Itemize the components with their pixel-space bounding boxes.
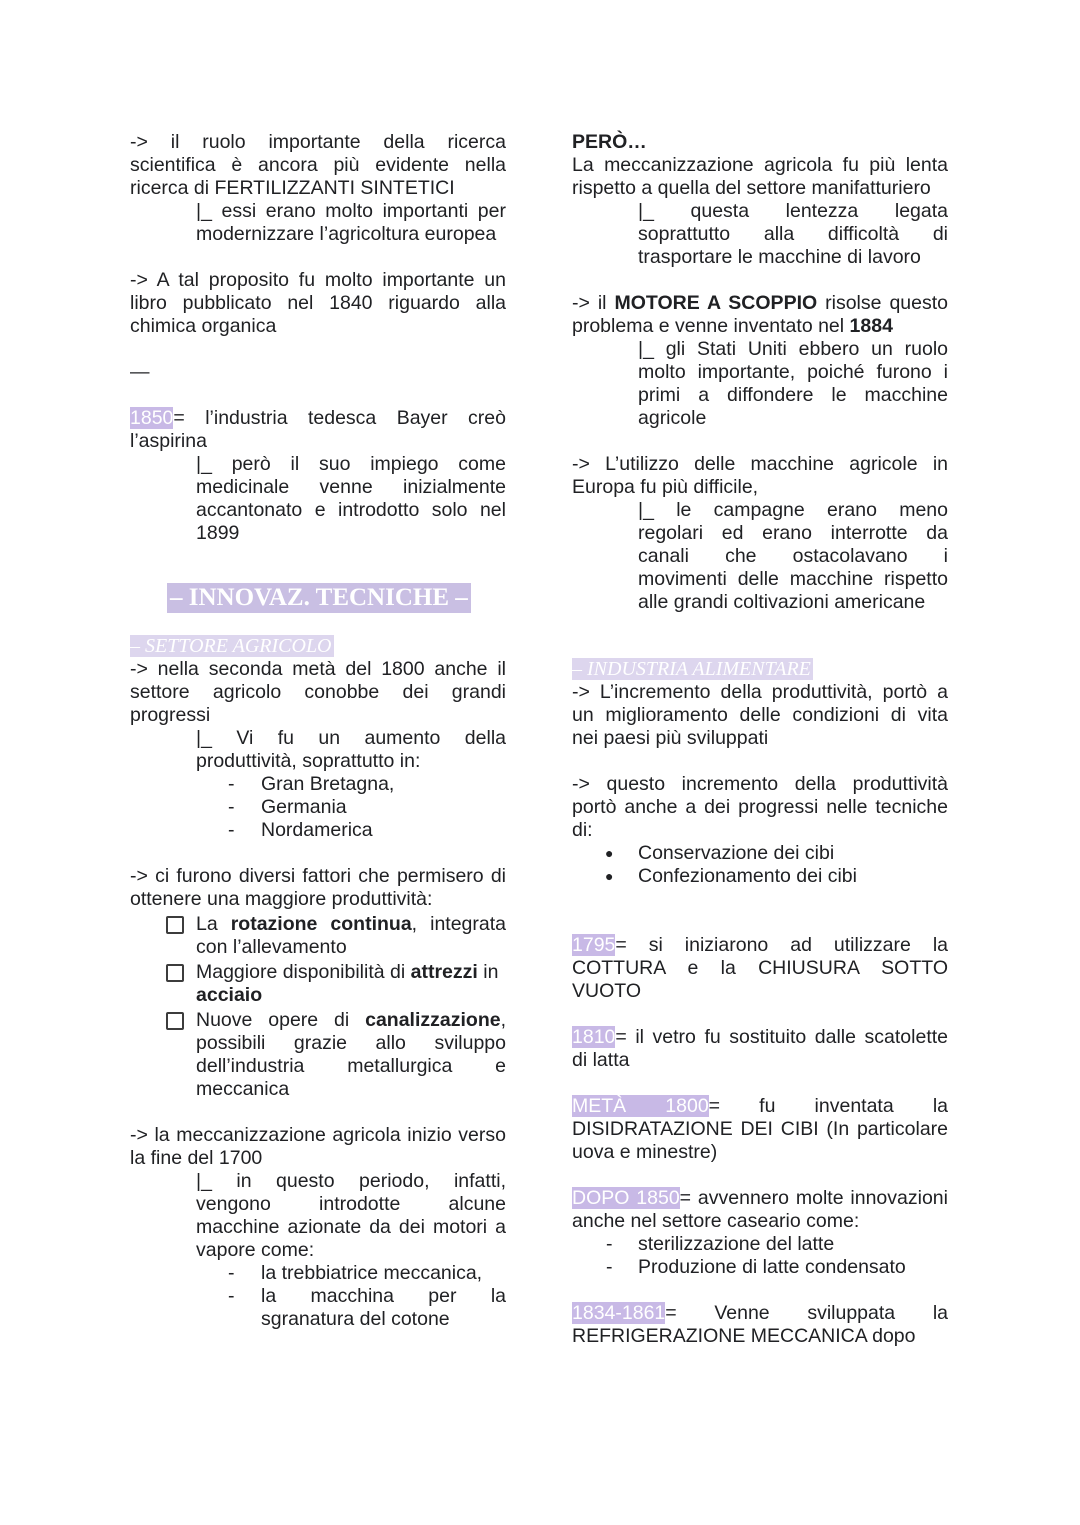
- checklist-item: Nuove opere di canalizzazione, possibili grazie allo sviluppo dell’industria metallurgica e meccanica: [130, 1009, 506, 1101]
- right-column: [572, 131, 948, 1348]
- timeline-after-1850: DOPO 1850= avvennero molte innovazioni anche nel settore caseario come:: [572, 1187, 948, 1232]
- fertilizer-paragraph: -> il ruolo importante della ricerca scientifica è ancora più evidente nella ricerca di FERTILIZZANTI SINTETICI: [130, 131, 506, 199]
- checklist-item: La rotazione continua, integrata con l’allevamento: [130, 913, 506, 959]
- checkbox-icon[interactable]: [166, 1012, 184, 1030]
- year-highlight: DOPO 1850: [572, 1187, 680, 1209]
- subheading-food-industry: – INDUSTRIA ALIMENTARE: [572, 658, 811, 680]
- list-item: - Nordamerica: [228, 819, 373, 841]
- list-item: - Gran Bretagna,: [228, 773, 395, 795]
- usa-subnote: |_ gli Stati Uniti ebbero un ruolo molto importante, poiché furono i primi a diffondere le macchine agricole: [638, 338, 948, 429]
- list-item: - Produzione di latte condensato: [606, 1256, 906, 1278]
- countries-list: [130, 773, 506, 842]
- timeline-1810: 1810= il vetro fu sostituito dalle scatolette di latta: [572, 1026, 948, 1071]
- food-productivity-paragraph: -> L’incremento della produttività, portò a un miglioramento delle condizioni di vita nei paesi più sviluppati: [572, 681, 948, 749]
- agriculture-paragraph: -> nella seconda metà del 1800 anche il settore agricolo conobbe dei grandi progressi: [130, 658, 506, 726]
- list-item: - sterilizzazione del latte: [606, 1233, 835, 1255]
- section-banner: – INNOVAZ. TECNICHE –: [167, 583, 471, 613]
- year-highlight: 1850: [130, 407, 174, 429]
- timeline-1795: 1795= si iniziarono ad utilizzare la COTTURA e la CHIUSURA SOTTO VUOTO: [572, 934, 948, 1002]
- europe-subnote: |_ le campagne erano meno regolari ed erano interrotte da canali che ostacolavano i movimenti delle macchine rispetto alle grandi coltivazioni americane: [638, 499, 948, 613]
- fertilizer-subnote: |_ essi erano molto importanti per modernizzare l’agricoltura europea: [196, 200, 506, 245]
- transport-difficulty-subnote: |_ questa lentezza legata soprattutto alla difficoltà di trasportare le macchine di lavoro: [638, 200, 948, 268]
- list-item: - la trebbiatrice meccanica,: [228, 1262, 483, 1284]
- list-item: ● Confezionamento dei cibi: [605, 865, 857, 887]
- pero-heading: PERÒ…: [572, 131, 647, 153]
- year-highlight: 1834-1861: [572, 1302, 666, 1324]
- factors-checklist: [130, 913, 506, 1101]
- factors-intro: -> ci furono diversi fattori che permisero di ottenere una maggiore produttività:: [130, 865, 506, 910]
- europe-paragraph: -> L’utilizzo delle macchine agricole in Europa fu più difficile,: [572, 453, 948, 498]
- techniques-list: [572, 842, 948, 888]
- year-highlight: 1810: [572, 1026, 616, 1048]
- timeline-mid-1800: METÀ 1800= fu inventata la DISIDRATAZIONE DEI CIBI (In particolare uova e minestre): [572, 1095, 948, 1163]
- section-separator: —: [130, 361, 150, 383]
- checkbox-icon[interactable]: [166, 916, 184, 934]
- productivity-subnote: |_ Vi fu un aumento della produttività, soprattutto in:: [196, 727, 506, 772]
- chemistry-book-paragraph: -> A tal proposito fu molto importante un libro pubblicato nel 1840 riguardo alla chimica organica: [130, 269, 506, 337]
- list-item: - la macchina per la sgranatura del cotone: [228, 1285, 506, 1330]
- slow-mechanization-paragraph: La meccanizzazione agricola fu più lenta rispetto a quella del settore manifatturiero: [572, 154, 948, 199]
- timeline-refrigeration: 1834-1861= Venne sviluppata la REFRIGERAZIONE MECCANICA dopo: [572, 1302, 948, 1347]
- left-column: [130, 131, 506, 1331]
- machines-list: [130, 1262, 506, 1331]
- list-item: ● Conservazione dei cibi: [605, 842, 835, 864]
- dairy-list: [572, 1233, 948, 1279]
- checkbox-icon[interactable]: [166, 964, 184, 982]
- bayer-paragraph: 1850= l’industria tedesca Bayer creò l’aspirina: [130, 407, 506, 452]
- checklist-item: Maggiore disponibilità di attrezzi in acciaio: [130, 961, 506, 1007]
- mechanization-paragraph: -> la meccanizzazione agricola inizio verso la fine del 1700: [130, 1124, 506, 1169]
- engine-paragraph: -> il MOTORE A SCOPPIO risolse questo problema e venne inventato nel 1884: [572, 292, 948, 337]
- list-item: - Germania: [228, 796, 347, 818]
- year-highlight: METÀ 1800: [572, 1095, 709, 1117]
- year-highlight: 1795: [572, 934, 616, 956]
- food-techniques-paragraph: -> questo incremento della produttività portò anche a dei progressi nelle tecniche di:: [572, 773, 948, 841]
- subheading-agricultural: – SETTORE AGRICOLO: [130, 635, 332, 657]
- bayer-subnote: |_ però il suo impiego come medicinale venne inizialmente accantonato e introdotto solo nel 1899: [196, 453, 506, 544]
- steam-engine-subnote: |_ in questo periodo, infatti, vengono introdotte alcune macchine azionate da dei motori a vapore come:: [196, 1170, 506, 1261]
